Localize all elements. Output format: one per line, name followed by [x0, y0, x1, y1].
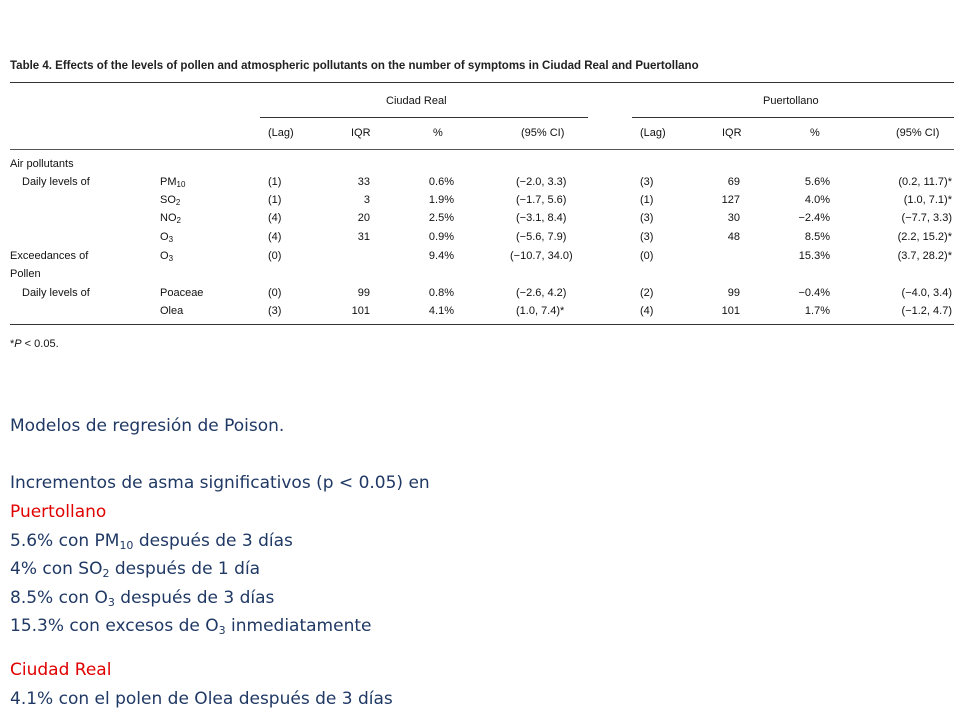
col-header-ci-pu: (95% CI)	[896, 127, 940, 139]
cell-pu-lag: (2)	[640, 287, 654, 299]
col-header-iqr-cr: IQR	[351, 127, 371, 139]
cell-cr-lag: (3)	[268, 305, 282, 317]
summary-puertollano-heading: Puertollano	[10, 502, 107, 522]
cell-pu-pct: 4.0%	[804, 194, 830, 206]
cell-cr-pct: 0.8%	[428, 287, 454, 299]
cell-cr-pct: 0.6%	[428, 176, 454, 188]
cell-pu-lag: (0)	[640, 250, 654, 262]
cell-cr-iqr: 33	[357, 176, 370, 188]
cell-cr-iqr: 31	[357, 231, 370, 243]
group-header-puertollano: Puertollano	[763, 95, 819, 107]
group-header-ciudad-real: Ciudad Real	[386, 95, 447, 107]
row-var: $O_3$	[160, 231, 174, 244]
cell-pu-iqr: 48	[727, 231, 740, 243]
row-var: Olea	[160, 305, 184, 317]
cell-pu-iqr: 30	[727, 212, 740, 224]
header-bottom-rule	[10, 149, 954, 150]
cell-cr-ci: (−10.7, 34.0)	[510, 250, 573, 262]
cell-pu-iqr: 101	[721, 305, 740, 317]
cell-cr-ci: (−2.0, 3.3)	[516, 176, 567, 188]
cell-pu-ci: (−4.0, 3.4)	[901, 287, 952, 299]
cell-cr-pct: 2.5%	[428, 212, 454, 224]
cell-cr-iqr: 99	[357, 287, 370, 299]
cell-pu-ci: (3.7, 28.2)*	[897, 250, 952, 262]
row-var: Poaceae	[160, 287, 204, 299]
table-caption: Table 4. Effects of the levels of pollen and atmospheric pollutants on the number of symptoms in Ciudad Real and Puertollano	[10, 60, 699, 72]
cell-cr-lag: (4)	[268, 212, 282, 224]
cell-cr-iqr: 20	[357, 212, 370, 224]
cell-pu-lag: (3)	[640, 231, 654, 243]
cell-cr-ci: (−3.1, 8.4)	[516, 212, 567, 224]
cell-cr-lag: (0)	[268, 250, 282, 262]
cell-cr-iqr: 3	[363, 194, 370, 206]
section-pollen-daily-levels: Daily levels of	[22, 287, 90, 299]
section-daily-levels: Daily levels of	[22, 176, 90, 188]
cell-cr-lag: (1)	[268, 176, 282, 188]
col-header-lag-pu: (Lag)	[640, 127, 666, 139]
cell-pu-pct: 5.6%	[804, 176, 830, 188]
cell-pu-iqr: 69	[727, 176, 740, 188]
summary-ciudad-real-heading: Ciudad Real	[10, 660, 112, 680]
cell-pu-lag: (1)	[640, 194, 654, 206]
cell-cr-iqr: 101	[351, 305, 370, 317]
cell-pu-pct: −2.4%	[798, 212, 830, 224]
cell-cr-ci: (1.0, 7.4)*	[516, 305, 565, 317]
summary-puertollano-o3-exceedances: 15.3% con excesos de $O_3$ inmediatamente	[10, 616, 372, 637]
cell-pu-lag: (4)	[640, 305, 654, 317]
cell-cr-lag: (1)	[268, 194, 282, 206]
cell-pu-lag: (3)	[640, 212, 654, 224]
cell-pu-pct: 1.7%	[804, 305, 830, 317]
group-rule-ciudad-real	[260, 117, 588, 118]
col-header-ci-cr: (95% CI)	[521, 127, 565, 139]
table-top-rule	[10, 82, 954, 83]
cell-cr-ci: (−2.6, 4.2)	[516, 287, 567, 299]
section-air-pollutants: Air pollutants	[10, 158, 74, 170]
cell-pu-ci: (−7.7, 3.3)	[901, 212, 952, 224]
summary-model-note: Modelos de regresión de Poison.	[10, 416, 285, 436]
summary-intro: Incrementos de asma significativos (p < 0.05) en	[10, 473, 430, 493]
summary-ciudad-real-olea: 4.1% con el polen de Olea después de 3 días	[10, 689, 393, 709]
table-footnote: *P < 0.05.	[10, 338, 59, 350]
summary-puertollano-o3: 8.5% con $O_3$ después de 3 días	[10, 588, 275, 609]
cell-pu-lag: (3)	[640, 176, 654, 188]
summary-puertollano-pm10: 5.6% con $PM_{10}$ después de 3 días	[10, 531, 293, 552]
cell-cr-pct: 0.9%	[428, 231, 454, 243]
col-header-pct-pu: %	[810, 127, 820, 139]
row-var: $SO_2$	[160, 194, 181, 207]
row-var: $PM_{10}$	[160, 176, 186, 189]
cell-cr-lag: (4)	[268, 231, 282, 243]
row-var: $O_3$	[160, 250, 174, 263]
cell-pu-pct: 15.3%	[798, 250, 830, 262]
col-header-pct-cr: %	[433, 127, 443, 139]
cell-cr-pct: 1.9%	[428, 194, 454, 206]
group-rule-puertollano	[632, 117, 954, 118]
cell-pu-ci: (1.0, 7.1)*	[903, 194, 952, 206]
cell-cr-lag: (0)	[268, 287, 282, 299]
col-header-iqr-pu: IQR	[722, 127, 742, 139]
row-var: $NO_2$	[160, 212, 181, 225]
summary-puertollano-so2: 4% con $SO_2$ después de 1 día	[10, 559, 261, 580]
cell-pu-pct: 8.5%	[804, 231, 830, 243]
cell-pu-ci: (2.2, 15.2)*	[897, 231, 952, 243]
section-pollen: Pollen	[10, 268, 41, 280]
cell-cr-pct: 4.1%	[428, 305, 454, 317]
section-exceedances: Exceedances of	[10, 250, 89, 262]
cell-cr-pct: 9.4%	[428, 250, 454, 262]
cell-cr-ci: (−5.6, 7.9)	[516, 231, 567, 243]
table-bottom-rule	[10, 324, 954, 325]
cell-cr-ci: (−1.7, 5.6)	[516, 194, 567, 206]
cell-pu-iqr: 127	[721, 194, 740, 206]
cell-pu-ci: (0.2, 11.7)*	[898, 176, 952, 188]
cell-pu-pct: −0.4%	[798, 287, 830, 299]
cell-pu-ci: (−1.2, 4.7)	[901, 305, 952, 317]
col-header-lag-cr: (Lag)	[268, 127, 294, 139]
cell-pu-iqr: 99	[727, 287, 740, 299]
